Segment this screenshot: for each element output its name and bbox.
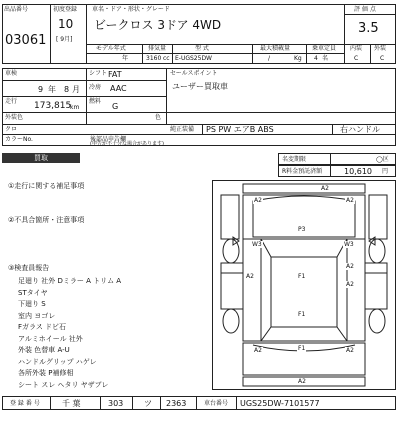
note-defects: ②不具合箇所・注意事項 xyxy=(8,216,85,224)
selling-points-label: セールスポイント xyxy=(170,70,218,77)
reg-no-label: 登 録 番 号 xyxy=(10,400,40,407)
displacement-unit: cc xyxy=(163,55,170,62)
capacity-unit: 名 xyxy=(322,55,329,62)
recycle-amount: 10,610 xyxy=(344,167,372,176)
displacement-label: 排気量 xyxy=(148,45,167,52)
fuel: G xyxy=(112,102,119,111)
note-running: ①走行に関する補足事項 xyxy=(8,182,85,190)
inspection-label: 車検 xyxy=(5,70,18,77)
fuel-label: 燃料 xyxy=(89,98,102,105)
unit-rank: ◯区 xyxy=(376,156,389,163)
inspection-year-unit: 年 xyxy=(48,85,56,94)
first-reg-year: 10 xyxy=(58,17,74,31)
damage-mark: A2 xyxy=(321,185,329,192)
inspection-year: 9 xyxy=(38,85,44,94)
damage-mark: A2 xyxy=(346,263,354,270)
damage-mark: P3 xyxy=(298,226,306,233)
report-line: ハンドルグリップ ハゲレ xyxy=(18,357,97,366)
first-reg-label: 初度登録 xyxy=(53,6,78,13)
report-line: 下廻り S xyxy=(18,300,46,308)
color-no-label: カラーNo. xyxy=(5,136,33,143)
equipment-label: 純正装備 xyxy=(170,126,195,133)
recycle-label: R料金預託済額 xyxy=(282,168,323,175)
title-deadline-label: 名変期限 xyxy=(282,156,307,163)
chassis-label: 車台番号 xyxy=(204,400,229,407)
cooler-label: 冷房 xyxy=(89,84,102,91)
damage-mark: A2 xyxy=(246,273,254,280)
equipment: PS PW エアB ABS xyxy=(206,125,274,134)
damage-mark: A2 xyxy=(346,281,354,288)
note-inspector: ③検査員報告 xyxy=(8,264,50,272)
rear-matters-label: 後部品申告欄 xyxy=(90,136,127,143)
chassis-no: UGS25DW-7101577 xyxy=(240,399,320,408)
damage-mark: A2 xyxy=(346,197,354,204)
damage-mark: F1 xyxy=(298,311,306,318)
purchase-badge: 買取 xyxy=(2,153,80,163)
capacity-label: 乗車定員 xyxy=(312,45,337,52)
color-label: 色 xyxy=(155,114,162,121)
steering: 右ハンドル xyxy=(340,125,380,134)
type-code: E-UGS25DW xyxy=(175,55,212,62)
car-name: ビークロス 3ドア 4WD xyxy=(94,18,222,32)
damage-mark: W3 xyxy=(252,241,262,248)
car-name-label: 車名・ドア・形状・グレード xyxy=(92,6,170,13)
selling-point: ユーザー買取車 xyxy=(172,82,228,91)
damage-mark: W3 xyxy=(344,241,354,248)
car-diagram xyxy=(212,180,396,390)
inspection-month-unit: 月 xyxy=(72,85,80,94)
reg-serial: 2363 xyxy=(166,399,187,408)
model-year-suffix: 年 xyxy=(122,55,129,62)
first-reg-month: [ 9月] xyxy=(56,36,73,43)
type-label: 型 式 xyxy=(195,45,209,52)
cooler: AAC xyxy=(110,84,127,93)
mileage-unit: km xyxy=(70,104,80,111)
max-load-unit: Kg xyxy=(294,55,302,62)
inspection-month: 8 xyxy=(64,85,70,94)
report-line: アルミホイール 社外 xyxy=(18,334,83,343)
lot-no: 03061 xyxy=(5,33,47,48)
report-line: 外装 色替車 A-U xyxy=(18,346,70,354)
score-label: 評 価 点 xyxy=(354,6,376,13)
report-line: 室内 ヨゴレ xyxy=(18,311,56,320)
shift-label: シフト xyxy=(89,70,108,77)
report-line: 足廻り 社外 Dミラー A トリム A xyxy=(18,277,122,285)
damage-mark: A2 xyxy=(254,197,262,204)
lot-no-label: 出品番号 xyxy=(4,6,29,13)
damage-mark: A2 xyxy=(298,378,306,385)
interior-label: 内装 xyxy=(350,45,363,52)
ext-color: クロ xyxy=(5,126,18,133)
reg-kana: ツ xyxy=(144,399,152,408)
inspector-report xyxy=(18,276,198,391)
mileage: 173,815 xyxy=(34,101,72,111)
rear-matters-note: (申告が不十分な場合があります) xyxy=(90,141,164,147)
recycle-unit: 円 xyxy=(382,168,389,175)
damage-mark: A2 xyxy=(254,347,262,354)
max-load: / xyxy=(268,55,271,62)
shift: FAT xyxy=(108,70,122,79)
report-line: Fガラス ドビ石 xyxy=(18,323,67,331)
report-line: シート スレ ヘタリ ヤザブレ xyxy=(18,380,109,389)
interior-grade: C xyxy=(354,55,359,62)
exterior-label: 外装 xyxy=(374,45,387,52)
damage-mark: A2 xyxy=(346,347,354,354)
max-load-label: 最大積載量 xyxy=(260,45,291,52)
reg-class: 303 xyxy=(108,399,124,408)
reg-pref: 千 葉 xyxy=(62,399,81,408)
damage-mark: F1 xyxy=(298,273,306,280)
score: 3.5 xyxy=(358,21,379,36)
model-year-label: モデル年式 xyxy=(96,45,126,52)
mileage-label: 走行 xyxy=(5,98,18,105)
exterior-grade: C xyxy=(380,55,385,62)
damage-mark: F1 xyxy=(298,345,306,352)
capacity: 4 xyxy=(314,55,318,62)
ext-color-label: 外装色 xyxy=(5,114,24,121)
report-line: 各所外装 P補修相 xyxy=(18,369,74,377)
displacement: 3160 xyxy=(146,55,162,62)
car-outline xyxy=(213,181,395,389)
report-line: STタイヤ xyxy=(18,288,48,297)
